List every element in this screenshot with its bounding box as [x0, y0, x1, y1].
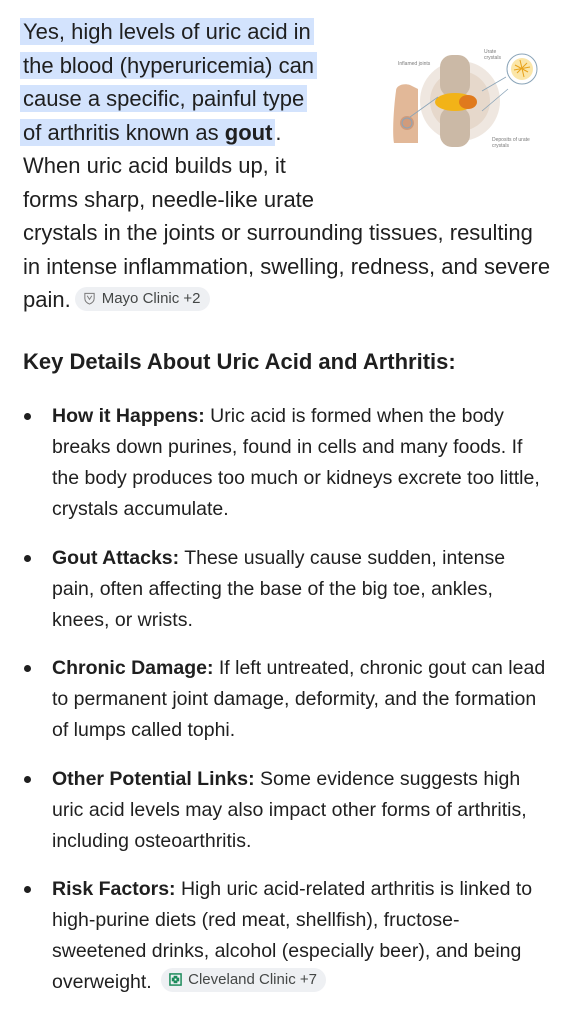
highlighted-text: cause a specific, painful type	[20, 85, 307, 112]
list-item	[0, 874, 572, 998]
source-chip-cleveland-clinic[interactable]	[161, 968, 326, 992]
list-item	[0, 764, 572, 857]
key-details-list	[0, 401, 572, 1016]
list-item	[0, 401, 572, 525]
intro-text-tail	[23, 216, 553, 317]
highlighted-text: Yes, high levels of uric acid in	[20, 18, 314, 45]
gout-joint-illustration[interactable]	[388, 45, 540, 153]
source-chip-label: Mayo Clinic +2	[101, 289, 201, 307]
bullet-dot	[24, 886, 31, 893]
intro-highlighted-block	[23, 15, 363, 216]
source-chip-label: Cleveland Clinic +7	[188, 970, 317, 988]
figure-label-urate-crystals: Urate crystals	[484, 49, 501, 61]
highlighted-text-part: of arthritis known as	[23, 119, 225, 145]
bullet-text: Some evidence suggests high uric acid levels may also impact other forms of arthritis, including osteoarthritis.	[52, 767, 527, 852]
list-item	[0, 653, 572, 746]
bullet-text: If left untreated, chronic gout can lead to permanent joint damage, deformity, and the formation of lumps called tophi.	[52, 657, 546, 741]
source-chip-mayo-clinic[interactable]	[75, 287, 210, 311]
intro-text: When uric acid builds up, it	[23, 153, 286, 178]
bullet-term: Other Potential Links:	[52, 767, 255, 790]
bullet-text: These usually cause sudden, intense pain, often affecting the base of the big toe, ankles, knees, or wrists.	[52, 546, 506, 631]
sentence-period: .	[275, 119, 282, 145]
highlighted-text	[20, 119, 275, 146]
bullet-dot	[24, 776, 31, 783]
intro-text: forms sharp, needle-like urate	[23, 186, 315, 212]
bullet-term: Gout Attacks:	[52, 546, 180, 569]
bullet-term: Chronic Damage:	[52, 657, 214, 679]
bullet-dot	[24, 665, 31, 672]
mayo-clinic-shield-icon	[83, 292, 96, 305]
bullet-text: Uric acid is formed when the body breaks down purines, found in cells and many foods. If the body produces too much or kidneys excrete too little, crystals accumulate.	[52, 405, 540, 520]
bullet-text: High uric acid-related arthritis is linked to high-purine diets (red meat, shellfish), fructose-sweetened drinks, alcohol (especially beer), and being overweight.	[52, 878, 533, 993]
bullet-term: How it Happens:	[52, 405, 205, 427]
list-item	[0, 543, 572, 636]
highlighted-text: the blood (hyperuricemia) can	[20, 52, 317, 79]
figure-label-deposits: Deposits of urate crystals	[492, 137, 530, 149]
cleveland-clinic-cross-icon	[169, 973, 182, 986]
bullet-dot	[24, 555, 31, 562]
section-heading: Key Details About Uric Acid and Arthritis:	[23, 349, 456, 374]
figure-label-inflamed-joints: Inflamed joints	[398, 61, 431, 67]
intro-text: crystals in the joints or surrounding tissues, resulting in intense inflammation, swelling, redness, and severe pain.	[23, 220, 551, 312]
bullet-term: Risk Factors:	[52, 878, 176, 900]
gout-term: gout	[224, 119, 273, 145]
bullet-dot	[24, 413, 31, 420]
